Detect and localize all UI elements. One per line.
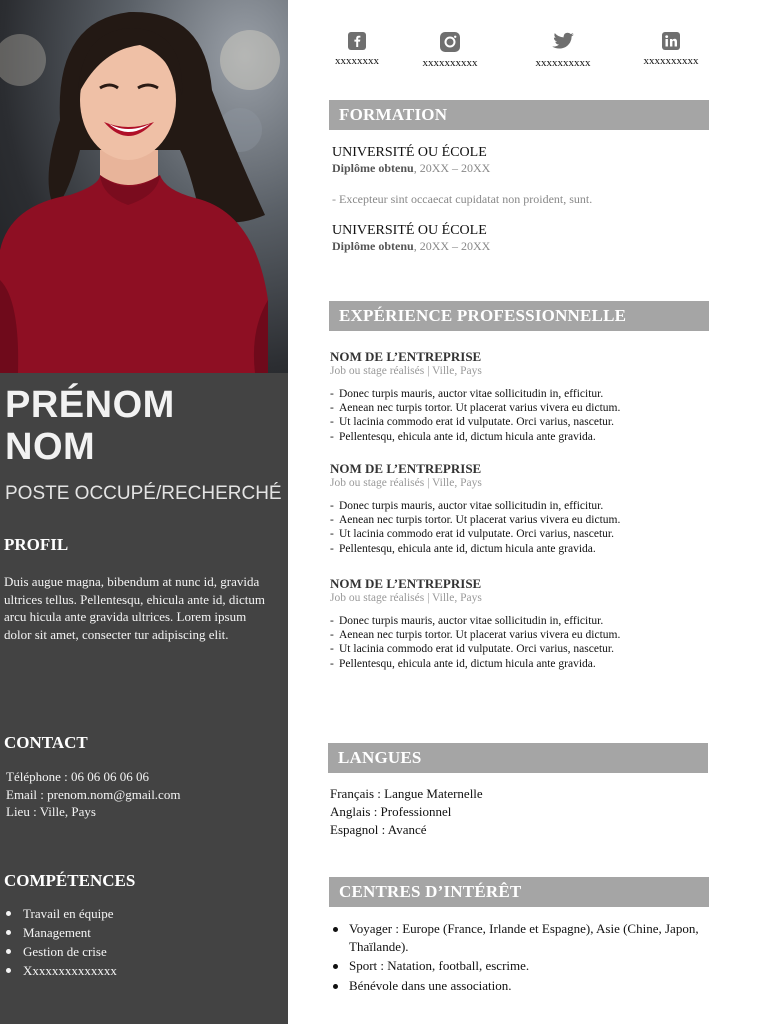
list-item: - Ut lacinia commodo erat id vulputate. Orci varius, nascetur. [330,528,614,541]
linkedin-icon [662,32,680,50]
task-text: Aenean nec turpis tortor. Ut placerat varius vivera eu dictum. [339,629,621,642]
contact-email: Email : prenom.nom@gmail.com [6,786,181,802]
experience-company: NOM DE L’ENTREPRISE [330,576,482,591]
list-item: Voyager : Europe (France, Irlande et Espagne), Asie (Chine, Japon, Thaïlande). [330,920,705,955]
interets-heading: CENTRES D’INTÉRÊT [329,877,709,907]
list-item: - Aenean nec turpis tortor. Ut placerat varius vivera eu dictum. [330,402,621,415]
formation-degree [332,161,490,176]
social-label: xxxxxxxxxx [643,55,699,67]
experience-tasks [330,387,620,444]
list-item: - Ut lacinia commodo erat id vulputate. Orci varius, nascetur. [330,416,614,429]
list-item: - Donec turpis mauris, auctor vitae sollicitudin in, efficitur. [330,615,604,627]
list-item: Espagnol : Avancé [330,822,427,837]
formation-degree [332,239,490,254]
profil-text: Duis augue magna, bibendum at nunc id, gravida ultrices tellus. Pellentesqu, ehicula ante id, dictum arcu hicula ante gravida ultrices. Lorem ipsum dolor sit amet, consecter tur adipiscing elit. [4,574,266,642]
experience-tasks [330,614,620,671]
task-text: Ut lacinia commodo erat id vulputate. Orci varius, nascetur. [339,528,614,541]
competences-heading: COMPÉTENCES [4,871,136,890]
task-text: Pellentesqu, ehicula ante id, dictum hicula ante gravida. [339,430,596,443]
experience-job: Job ou stage réalisés | Ville, Pays [330,365,482,377]
full-name [5,384,175,468]
profile-photo [0,0,288,373]
experience-job: Job ou stage réalisés | Ville, Pays [330,592,482,604]
interets-list [330,920,705,996]
degree-dates: , 20XX – 20XX [413,239,491,253]
langues-heading: LANGUES [328,743,708,773]
competences-list [0,904,117,980]
last-name: NOM [5,426,96,468]
list-item: Xxxxxxxxxxxxxx [0,961,117,980]
task-text: Pellentesqu, ehicula ante id, dictum hicula ante gravida. [339,657,596,670]
twitter-icon [551,32,575,52]
langues-list [330,785,483,839]
social-instagram[interactable] [400,32,500,69]
social-linkedin[interactable] [621,32,721,67]
list-item: - Aenean nec turpis tortor. Ut placerat varius vivera eu dictum. [330,514,621,527]
degree-label: Diplôme obtenu [332,239,414,253]
sidebar [0,0,288,1024]
list-item: Management [0,923,117,942]
task-text: Ut lacinia commodo erat id vulputate. Orci varius, nascetur. [339,643,614,656]
list-item: - Ut lacinia commodo erat id vulputate. Orci varius, nascetur. [330,643,614,656]
list-item: - Donec turpis mauris, auctor vitae sollicitudin in, efficitur. [330,500,604,512]
social-twitter[interactable] [513,32,613,69]
list-item: Anglais : Professionnel [330,804,452,819]
contact-info [6,768,180,821]
task-text: Aenean nec turpis tortor. Ut placerat varius vivera eu dictum. [339,402,621,415]
social-label: xxxxxxxxxx [422,57,478,69]
list-item: Travail en équipe [0,904,117,923]
list-item: Sport : Natation, football, escrime. [330,957,705,975]
experience-tasks [330,499,620,556]
contact-heading: CONTACT [4,733,88,752]
list-item: - Donec turpis mauris, auctor vitae sollicitudin in, efficitur. [330,388,604,400]
list-item: Gestion de crise [0,942,117,961]
first-name: PRÉNOM [5,384,175,426]
formation-heading: FORMATION [329,100,709,130]
experience-company: NOM DE L’ENTREPRISE [330,349,482,364]
task-text: Donec turpis mauris, auctor vitae sollicitudin in, efficitur. [339,388,604,400]
degree-label: Diplôme obtenu [332,161,414,175]
social-facebook[interactable] [307,32,407,67]
formation-description: - Excepteur sint occaecat cupidatat non proident, sunt. [332,192,593,206]
experience-company: NOM DE L’ENTREPRISE [330,461,482,476]
list-item: - Pellentesqu, ehicula ante id, dictum hicula ante gravida. [330,430,596,443]
experience-heading: EXPÉRIENCE PROFESSIONNELLE [329,301,709,331]
social-label: xxxxxxxx [335,55,379,67]
degree-dates: , 20XX – 20XX [413,161,491,175]
job-title: POSTE OCCUPÉ/RECHERCHÉ [5,483,282,504]
facebook-icon [348,32,366,50]
instagram-icon [440,32,460,52]
social-label: xxxxxxxxxx [535,57,591,69]
profil-heading: PROFIL [4,535,69,554]
list-item: - Pellentesqu, ehicula ante id, dictum hicula ante gravida. [330,542,596,555]
task-text: Donec turpis mauris, auctor vitae sollicitudin in, efficitur. [339,615,604,627]
formation-school: UNIVERSITÉ OU ÉCOLE [332,223,487,238]
task-text: Aenean nec turpis tortor. Ut placerat varius vivera eu dictum. [339,514,621,527]
list-item: - Pellentesqu, ehicula ante id, dictum hicula ante gravida. [330,657,596,670]
list-item: Bénévole dans une association. [330,977,705,995]
formation-school: UNIVERSITÉ OU ÉCOLE [332,145,487,160]
task-text: Pellentesqu, ehicula ante id, dictum hicula ante gravida. [339,542,596,555]
task-text: Donec turpis mauris, auctor vitae sollicitudin in, efficitur. [339,500,604,512]
list-item: - Aenean nec turpis tortor. Ut placerat varius vivera eu dictum. [330,629,621,642]
experience-job: Job ou stage réalisés | Ville, Pays [330,477,482,489]
list-item: Français : Langue Maternelle [330,786,483,801]
task-text: Ut lacinia commodo erat id vulputate. Orci varius, nascetur. [339,416,614,429]
contact-location: Lieu : Ville, Pays [6,804,96,819]
contact-phone: Téléphone : 06 06 06 06 06 [6,769,149,784]
